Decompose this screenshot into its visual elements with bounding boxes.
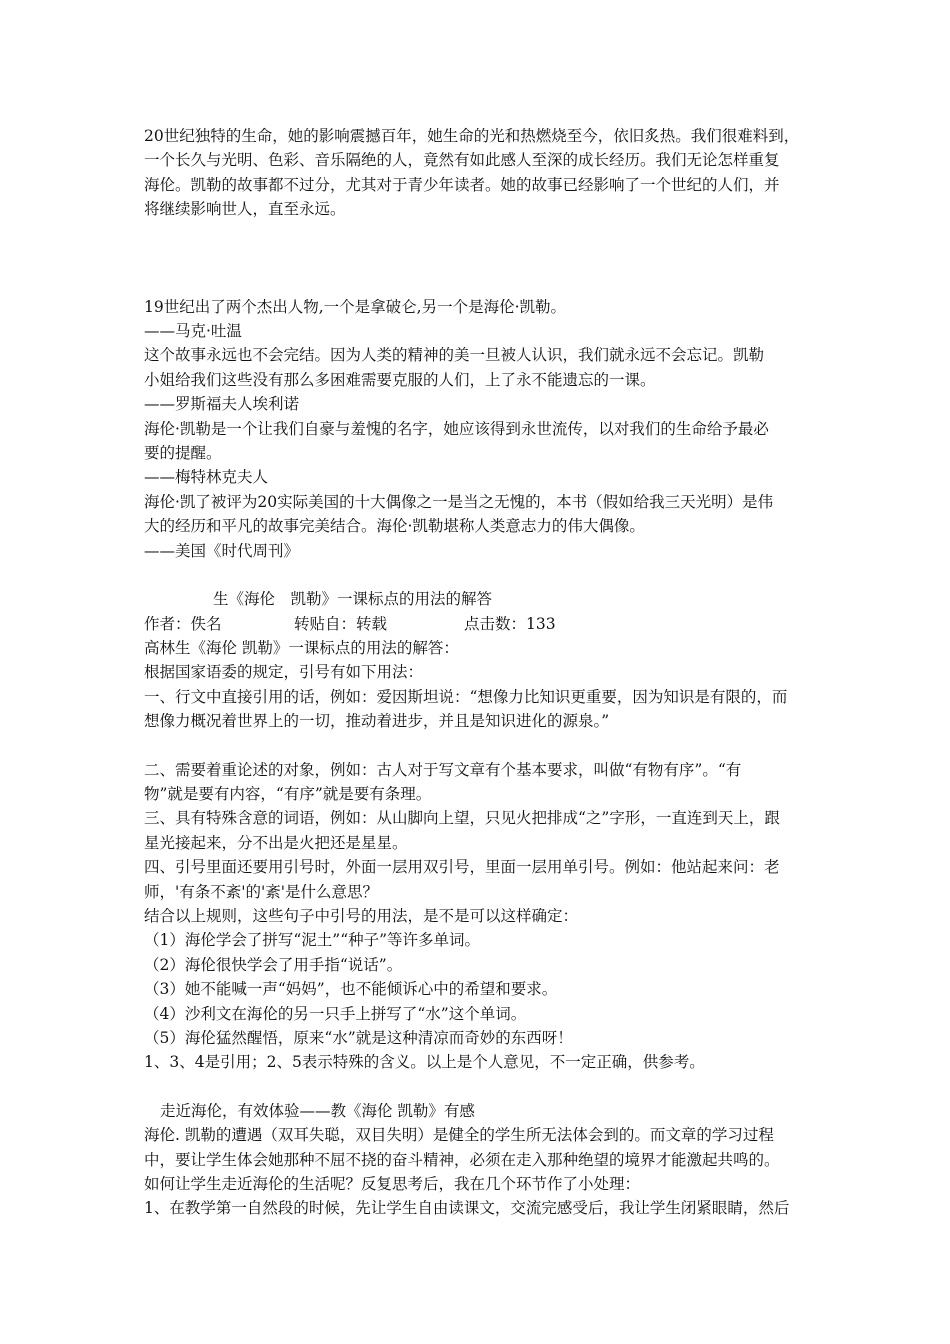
article1-list-item: （2）海伦很快学会了用手指“说话”。 <box>144 955 403 974</box>
article1-line: 三、具有特殊含意的词语，例如：从山脚向上望，只见火把排成“之”字形，一直连到天上，跟 <box>144 809 780 828</box>
quote-attribution: ——罗斯福夫人埃利诺 <box>144 395 300 414</box>
document-body <box>144 124 814 1221</box>
quote-line: 海伦·凯勒是一个让我们自豪与羞愧的名字，她应该得到永世流传，以对我们的生命给予最必 <box>144 419 769 438</box>
article1-line: 想像力概况着世界上的一切，推动着进步，并且是知识进化的源泉。” <box>144 712 610 731</box>
intro-line: 一个长久与光明、色彩、音乐隔绝的人，竟然有如此感人至深的成长经历。我们无论怎样重复 <box>144 151 780 170</box>
article1-list-item: （5）海伦猛然醒悟，原来“水”就是这种清凉而奇妙的东西呀！ <box>144 1029 573 1047</box>
article1-list-item: （1）海伦学会了拼写“泥土”“种子”等许多单词。 <box>144 931 481 950</box>
source-label: 转贴自：转载 <box>294 614 388 633</box>
quote-line: 这个故事永远也不会完结。因为人类的精神的美一旦被人认识，我们就永远不会忘记。凯勒 <box>144 346 765 365</box>
article1-line: 一、行文中直接引用的话，例如：爱因斯坦说：“想像力比知识更重要，因为知识是有限的，而 <box>144 687 788 706</box>
article1-line: 1、3、4是引用；2、5表示特殊的含义。以上是个人意见，不一定正确，供参考。 <box>144 1053 705 1072</box>
article2-line: 中，要让学生体会她那种不屈不挠的奋斗精神，必须在走入那种绝望的境界才能激起共鸣的。 <box>144 1150 780 1169</box>
clicks-label: 点击数：133 <box>464 614 556 633</box>
quote-line: 小姐给我们这些没有那么多困难需要克服的人们，上了永不能遗忘的一课。 <box>144 370 656 389</box>
spacer <box>144 222 814 295</box>
quote-line: 要的提醒。 <box>144 444 222 463</box>
article1-line: 四、引号里面还要用引号时，外面一层用双引号，里面一层用单引号。例如：他站起来问：老 <box>144 858 780 877</box>
article1-line: 结合以上规则，这些句子中引号的用法，是不是可以这样确定： <box>144 906 579 925</box>
article1-line: 高林生《海伦 凯勒》一课标点的用法的解答： <box>144 638 459 657</box>
quote-attribution: ——美国《时代周刊》 <box>144 541 300 560</box>
article2-title: 走近海伦，有效体验——教《海伦 凯勒》有感 <box>160 1101 475 1120</box>
article2-line: 海伦. 凯勒的遭遇（双耳失聪，双目失明）是健全的学生所无法体会到的。而文章的学习过程 <box>144 1126 774 1145</box>
intro-line: 海伦。凯勒的故事都不过分，尤其对于青少年读者。她的故事已经影响了一个世纪的人们，并 <box>144 175 780 194</box>
quote-line: 海伦·凯了被评为20实际美国的十大偶像之一是当之无愧的，本书（假如给我三天光明）是伟 <box>144 492 774 511</box>
intro-paragraph <box>144 124 814 222</box>
quote-attribution: ——马克·吐温 <box>144 322 242 341</box>
article1-line: 物”就是要有内容，“有序”就是要有条理。 <box>144 784 432 803</box>
article1-list-item: （3）她不能喊一声“妈妈”，也不能倾诉心中的希望和要求。 <box>144 980 558 999</box>
article2 <box>144 1099 814 1221</box>
article1-meta <box>144 612 814 636</box>
article1-line: 二、需要着重论述的对象，例如：古人对于写文章有个基本要求，叫做“有物有序”。“有 <box>144 760 742 779</box>
article1-line: 星光接起来，分不出是火把还是星星。 <box>144 833 408 852</box>
quote-line: 19世纪出了两个杰出人物,一个是拿破仑,另一个是海伦·凯勒。 <box>144 297 567 316</box>
quote-line: 大的经历和平凡的故事完美结合。海伦·凯勒堪称人类意志力的伟大偶像。 <box>144 517 645 536</box>
spacer <box>144 1075 814 1099</box>
article1-line: 根据国家语委的规定，引号有如下用法： <box>144 663 424 682</box>
article2-line: 如何让学生走近海伦的生活呢？反复思考后，我在几个环节作了小处理： <box>144 1175 641 1194</box>
article1-line: 师，'有条不紊'的'紊'是什么意思？ <box>144 882 379 901</box>
article1-title: 生《海伦 凯勒》一课标点的用法的解答 <box>213 590 493 609</box>
article1 <box>144 587 814 1075</box>
quotes-section <box>144 295 814 563</box>
spacer <box>144 734 814 758</box>
quote-attribution: ——梅特林克夫人 <box>144 468 269 487</box>
article1-list-item: （4）沙利文在海伦的另一只手上拼写了“水”这个单词。 <box>144 1004 527 1023</box>
spacer <box>144 563 814 587</box>
intro-line: 将继续影响世人，直至永远。 <box>144 200 346 219</box>
article2-line: 1、在教学第一自然段的时候，先让学生自由读课文，交流完感受后，我让学生闭紧眼睛，然后 <box>144 1199 790 1218</box>
intro-line: 20世纪独特的生命，她的影响震撼百年，她生命的光和热燃烧至今，依旧炙热。我们很难料到， <box>144 127 800 145</box>
author-label: 作者：佚名 <box>144 614 222 633</box>
